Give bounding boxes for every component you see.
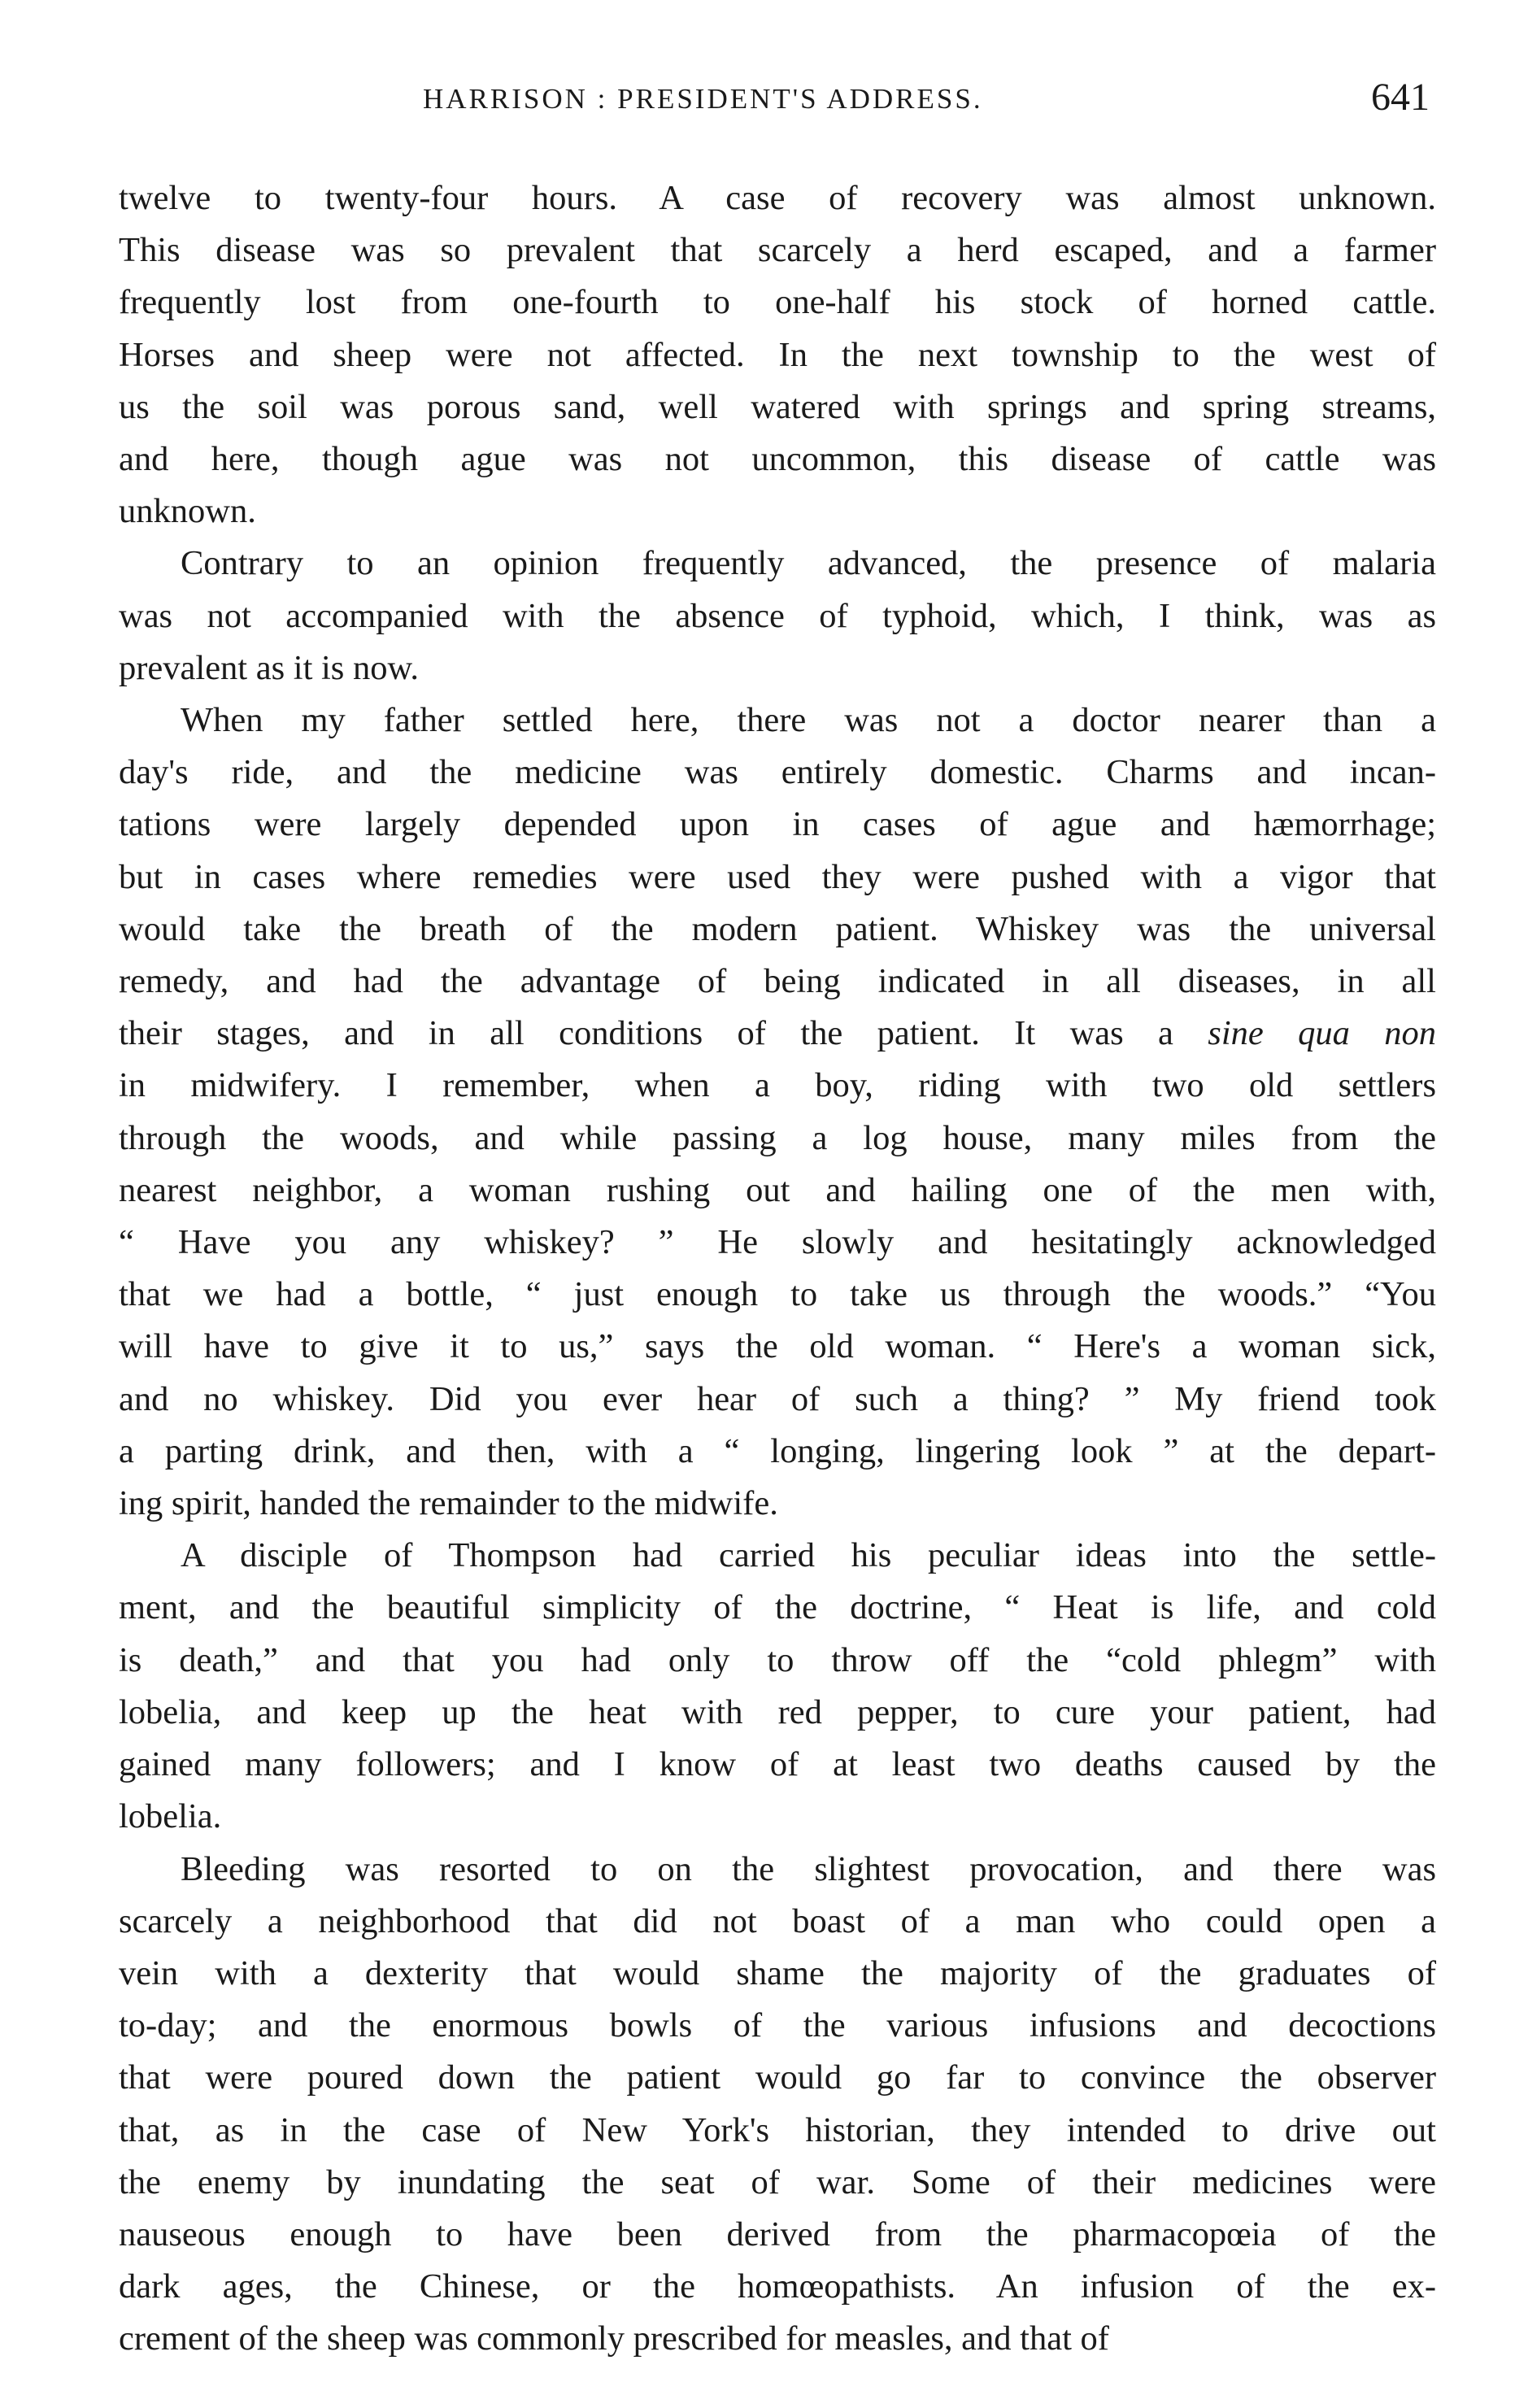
text-line [119, 695, 1436, 747]
text-line [119, 2000, 1436, 2052]
paragraph [119, 1844, 1436, 2366]
line-text: that were poured down the patient would go far to convince the observer [119, 2058, 1436, 2097]
paragraph [119, 172, 1436, 538]
line-text: ment, and the beautiful simplicity of the doctrine, “ Heat is life, and cold [119, 1588, 1436, 1627]
text-line [119, 2313, 1436, 2365]
line-text: is death,” and that you had only to throw off the “cold phlegm” with [119, 1640, 1436, 1679]
line-text: tations were largely depended upon in cases of ague and hæmorrhage; [119, 805, 1436, 844]
text-line [119, 799, 1436, 851]
line-text: was not accompanied with the absence of typhoid, which, I think, was as [119, 596, 1436, 635]
text-line [119, 433, 1436, 486]
line-text: in midwifery. I remember, when a boy, riding with two old settlers [119, 1066, 1436, 1105]
text-line [119, 538, 1436, 590]
text-line [119, 2157, 1436, 2209]
book-page [119, 72, 1436, 2366]
line-text: “ Have you any whiskey? ” He slowly and hesitatingly acknowledged [119, 1223, 1436, 1262]
text-line [119, 1269, 1436, 1321]
line-text: twelve to twenty-four hours. A case of recovery was almost unknown. [119, 179, 1436, 217]
text-line [119, 1060, 1436, 1112]
line-text: ing spirit, handed the remainder to the midwife. [119, 1484, 778, 1523]
line-text: that, as in the case of New York's historian, they intended to drive out [119, 2110, 1436, 2149]
text-line [119, 1582, 1436, 1634]
line-text: When my father settled here, there was not a doctor nearer than a [181, 701, 1436, 740]
text-line [119, 486, 1436, 538]
text-line [119, 1635, 1436, 1687]
line-text: the enemy by inundating the seat of war. Some of their medicines were [119, 2162, 1436, 2201]
text-line [119, 2261, 1436, 2313]
page-number: 641 [1371, 76, 1430, 119]
line-text: that we had a bottle, “ just enough to take us through the woods.” “You [119, 1275, 1436, 1314]
text-line [119, 1217, 1436, 1269]
text-line [119, 1113, 1436, 1165]
line-text: day's ride, and the medicine was entirely domestic. Charms and incan- [119, 753, 1436, 792]
text-line [119, 1374, 1436, 1426]
line-text: Bleeding was resorted to on the slightest provocation, and there was [181, 1849, 1436, 1888]
body-text [119, 172, 1436, 2366]
line-text: but in cases where remedies were used they were pushed with a vigor that [119, 857, 1436, 896]
text-line [119, 1844, 1436, 1896]
line-text: will have to give it to us,” says the old woman. “ Here's a woman sick, [119, 1327, 1436, 1366]
line-text: and no whiskey. Did you ever hear of such a thing? ” My friend took [119, 1379, 1436, 1418]
line-text: would take the breath of the modern patient. Whiskey was the universal [119, 909, 1436, 948]
text-line [119, 2105, 1436, 2157]
line-text: Contrary to an opinion frequently advanced, the presence of malaria [181, 544, 1436, 583]
line-text: a parting drink, and then, with a “ longing, lingering look ” at the depart- [119, 1431, 1436, 1470]
line-text: unknown. [119, 492, 256, 531]
text-line [119, 1426, 1436, 1478]
text-line [119, 1687, 1436, 1739]
paragraph [119, 1530, 1436, 1843]
line-text: gained many followers; and I know of at least two deaths caused by the [119, 1745, 1436, 1784]
text-line [119, 956, 1436, 1008]
line-text: scarcely a neighborhood that did not boast of a man who could open a [119, 1901, 1436, 1940]
line-text: Horses and sheep were not affected. In the next township to the west of [119, 335, 1436, 374]
text-line [119, 381, 1436, 433]
running-head [119, 72, 1436, 138]
text-line [119, 1791, 1436, 1843]
line-text: crement of the sheep was commonly prescribed for measles, and that of [119, 2319, 1109, 2358]
text-line [119, 1478, 1436, 1530]
text-line [119, 172, 1436, 224]
line-text: us the soil was porous sand, well watered with springs and spring streams, [119, 387, 1436, 426]
text-line [119, 747, 1436, 799]
line-text: their stages, and in all conditions of the patient. It was a [119, 1014, 1208, 1053]
text-line [119, 224, 1436, 277]
line-text: vein with a dexterity that would shame the majority of the graduates of [119, 1953, 1436, 1992]
line-text: nauseous enough to have been derived from the pharmacopœia of the [119, 2214, 1436, 2253]
text-line [119, 329, 1436, 381]
text-line [119, 904, 1436, 956]
line-text: prevalent as it is now. [119, 648, 420, 687]
text-line [119, 2209, 1436, 2261]
line-text: dark ages, the Chinese, or the homœopathists. An infusion of the ex- [119, 2267, 1436, 2306]
line-text: lobelia. [119, 1797, 222, 1836]
text-line [119, 1008, 1436, 1060]
paragraph [119, 538, 1436, 695]
text-line [119, 1530, 1436, 1582]
line-text: frequently lost from one-fourth to one-half his stock of horned cattle. [119, 283, 1436, 322]
line-text: This disease was so prevalent that scarcely a herd escaped, and a farmer [119, 231, 1436, 270]
text-line [119, 277, 1436, 329]
line-text: lobelia, and keep up the heat with red pepper, to cure your patient, had [119, 1692, 1436, 1731]
text-line [119, 590, 1436, 642]
text-line [119, 1165, 1436, 1217]
text-line [119, 1321, 1436, 1373]
line-text: through the woods, and while passing a log house, many miles from the [119, 1118, 1436, 1157]
paragraph [119, 695, 1436, 1530]
line-text: and here, though ague was not uncommon, this disease of cattle was [119, 440, 1436, 479]
italic-phrase: sine qua non [1208, 1014, 1436, 1053]
text-line [119, 1948, 1436, 2000]
text-line [119, 1739, 1436, 1791]
line-text: nearest neighbor, a woman rushing out and hailing one of the men with, [119, 1170, 1436, 1209]
line-text: to-day; and the enormous bowls of the various infusions and decoctions [119, 2006, 1436, 2045]
text-line [119, 1896, 1436, 1948]
line-text: remedy, and had the advantage of being indicated in all diseases, in all [119, 962, 1436, 1001]
line-text: A disciple of Thompson had carried his peculiar ideas into the settle- [181, 1536, 1436, 1575]
text-line [119, 642, 1436, 695]
text-line [119, 851, 1436, 904]
text-line [119, 2052, 1436, 2104]
running-title: HARRISON : PRESIDENT'S ADDRESS. [423, 83, 983, 115]
